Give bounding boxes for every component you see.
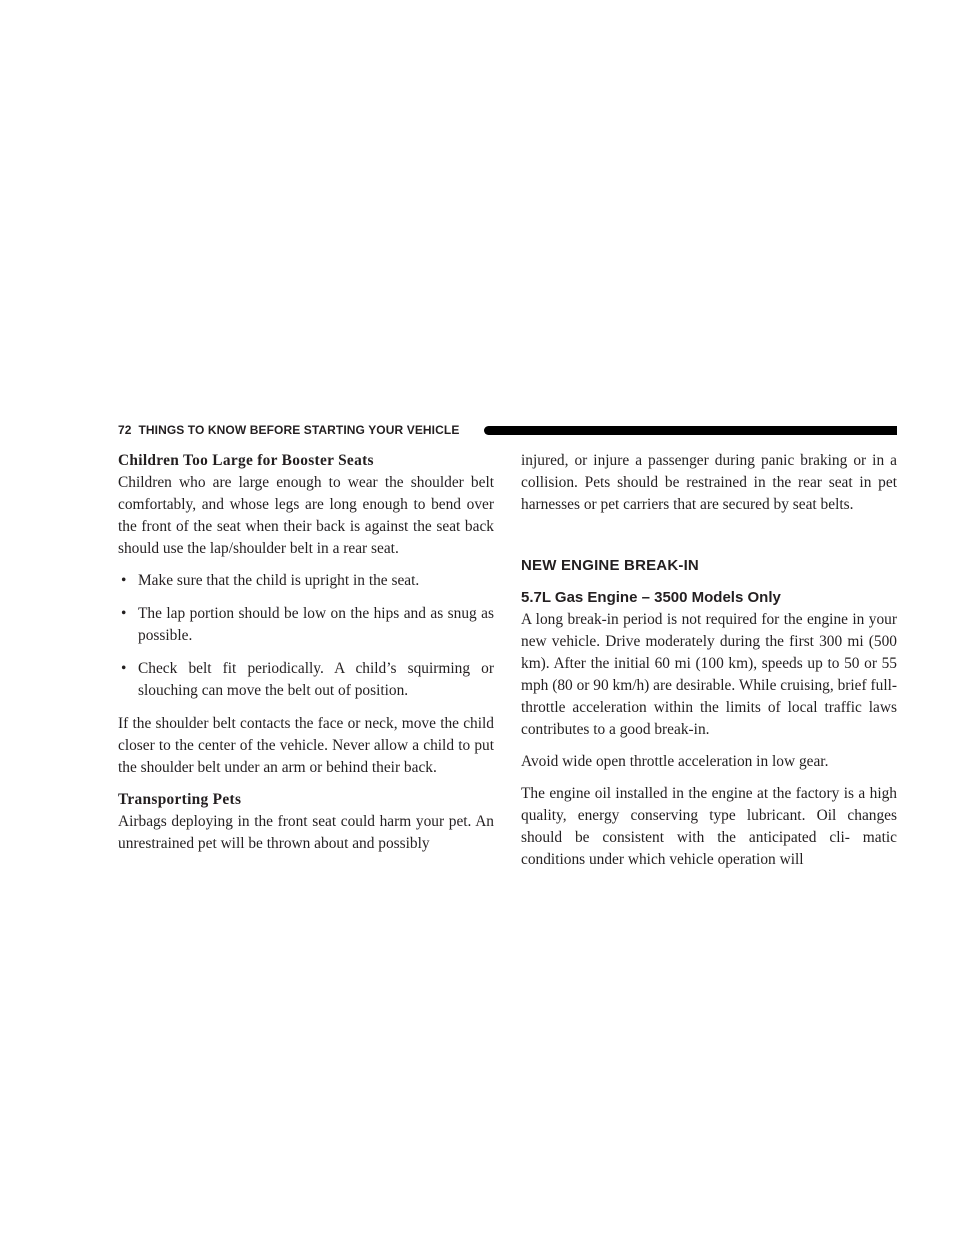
pets-continued-paragraph: injured, or injure a passenger during panic braking or in a collision. Pets should be restrained in the rear seat in pet harnesses or pet carriers that are secured by seat belts. <box>521 452 897 513</box>
section-heading: NEW ENGINE BREAK-IN <box>521 557 699 574</box>
list-item <box>118 658 494 702</box>
shoulder-belt-paragraph: If the shoulder belt contacts the face or neck, move the child closer to the center of the vehicle. Never allow a child to put the shoulder belt under an arm or behind their back. <box>118 715 494 776</box>
page-number: 72 <box>118 423 132 437</box>
engine-oil-paragraph: The engine oil installed in the engine at the factory is a high quality, energy conserving type lubricant. Oil changes should be consistent with the anticipated cli- matic conditions under which vehicle operation will <box>521 785 897 868</box>
header-title: THINGS TO KNOW BEFORE STARTING YOUR VEHICLE <box>138 423 460 437</box>
bullet-glyph: • <box>121 660 127 677</box>
booster-seats-paragraph: Children who are large enough to wear the shoulder belt comfortably, and whose legs are long enough to bend over the front of the seat when their back is against the seat back should use the lap/shoulder belt in a rear seat. <box>118 474 494 557</box>
bullet-glyph: • <box>121 572 127 589</box>
left-column <box>118 450 494 855</box>
bullet-glyph: • <box>121 605 127 622</box>
list-item <box>118 603 494 647</box>
transporting-pets-heading: Transporting Pets <box>118 791 242 808</box>
engine-subheading: 5.7L Gas Engine – 3500 Models Only <box>521 589 781 606</box>
break-in-paragraph: A long break-in period is not required for the engine in your new vehicle. Drive moderately during the first 300 mi (500 km). After the initial 60 mi (100 km), speeds up to 50 or 55 mph (80 or 90 km/h) are desirable. While cruising, brief full-throttle acceleration within the limits of local traffic laws contributes to a good break-in. <box>521 611 897 738</box>
header-text <box>118 422 459 438</box>
list-item-text: Check belt fit periodically. A child’s squirming or slouching can move the belt out of position. <box>138 660 494 699</box>
throttle-paragraph: Avoid wide open throttle acceleration in low gear. <box>521 753 829 770</box>
list-item-text: The lap portion should be low on the hips and as snug as possible. <box>138 605 494 644</box>
list-item <box>118 570 494 592</box>
transporting-pets-paragraph: Airbags deploying in the front seat could harm your pet. An unrestrained pet will be thrown about and possibly <box>118 813 494 852</box>
header-rule-bar <box>484 426 897 435</box>
right-column <box>521 450 897 871</box>
list-item-text: Make sure that the child is upright in the seat. <box>138 572 420 589</box>
page-header <box>118 422 897 438</box>
booster-seats-heading: Children Too Large for Booster Seats <box>118 452 374 469</box>
belt-fit-list <box>118 570 494 702</box>
